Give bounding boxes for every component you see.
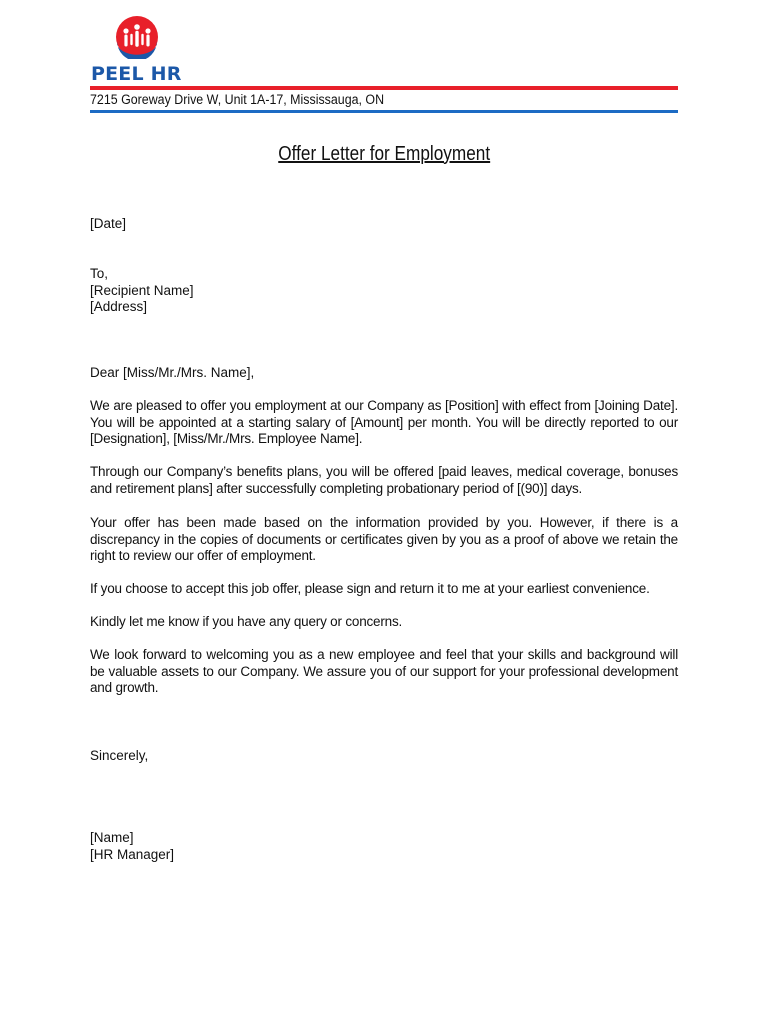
company-address: 7215 Goreway Drive W, Unit 1A-17, Mississauga, ON [90,92,385,107]
company-logo [90,14,190,84]
paragraph-verification: Your offer has been made based on the information provided by you. However, if there is a discrepancy in the copies of documents or certificates given by you as a proof of above we retain the right to review our offer of employment. [90,515,678,564]
paragraph-offer: We are pleased to offer you employment at our Company as [Position] with effect from [Joining Date]. You will be appointed at a starting salary of [Amount] per month. You will be directly reported to our [Designation], [Miss/Mr./Mrs. Employee Name]. [90,398,678,447]
signer-title: [HR Manager] [90,847,175,862]
recipient-name: [Recipient Name] [90,283,194,298]
letter-title: Offer Letter for Employment [278,143,490,165]
paragraph-welcome: We look forward to welcoming you as a new employee and feel that your skills and background will be valuable assets to our Company. We assure you of our support for your professional development and growth. [90,647,678,696]
recipient-to: To, [90,266,109,281]
header-rule-blue [90,110,678,113]
logo-text: PEEL HR [91,63,182,85]
people-logo-icon [115,15,159,59]
paragraph-acceptance: If you choose to accept this job offer, please sign and return it to me at your earliest convenience. [90,581,650,596]
paragraph-benefits: Through our Company’s benefits plans, you will be offered [paid leaves, medical coverage, bonuses and retirement plans] after successfully completing probationary period of [(90)] days. [90,464,678,496]
salutation: Dear [Miss/Mr./Mrs. Name], [90,365,255,380]
header-rule-red [90,86,678,90]
closing: Sincerely, [90,748,149,763]
letter-date: [Date] [90,216,127,231]
letter-title-wrap [0,142,768,166]
signer-name: [Name] [90,830,134,845]
paragraph-queries: Kindly let me know if you have any query or concerns. [90,614,403,629]
recipient-address: [Address] [90,299,148,314]
